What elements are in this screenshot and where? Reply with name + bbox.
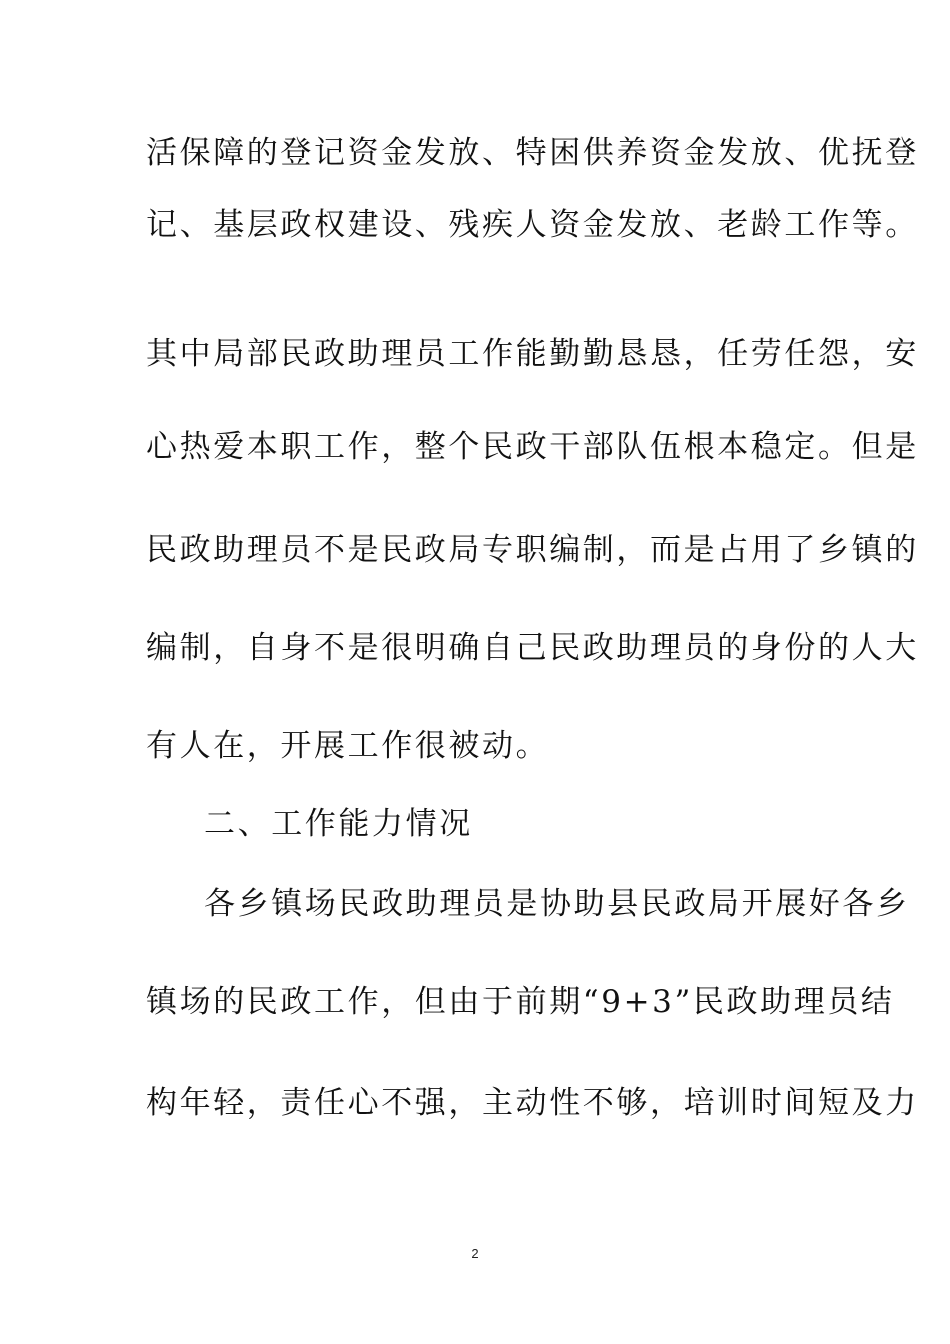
- body-text-line: 活保障的登记资金发放、特困供养资金发放、优抚登: [146, 135, 919, 171]
- body-text-line: 镇场的民政工作，但由于前期“9+3”民政助理员结: [146, 984, 895, 1020]
- body-text-line: 有人在，开展工作很被动。: [146, 728, 550, 764]
- body-text-line: 各乡镇场民政助理员是协助县民政局开展好各乡: [204, 886, 910, 922]
- page-number: 2: [471, 1246, 479, 1261]
- body-text-line: 编制，自身不是很明确自己民政助理员的身份的人大: [146, 630, 919, 666]
- body-text-line: 记、基层政权建设、残疾人资金发放、老龄工作等。: [146, 207, 919, 243]
- section-heading: 二、工作能力情况: [204, 806, 473, 842]
- body-text-line: 构年轻，责任心不强，主动性不够，培训时间短及力: [146, 1085, 919, 1121]
- body-text-line: 民政助理员不是民政局专职编制，而是占用了乡镇的: [146, 532, 919, 568]
- body-text-line: 心热爱本职工作，整个民政干部队伍根本稳定。但是: [146, 429, 919, 465]
- body-text-line: 其中局部民政助理员工作能勤勤恳恳，任劳任怨，安: [146, 336, 919, 372]
